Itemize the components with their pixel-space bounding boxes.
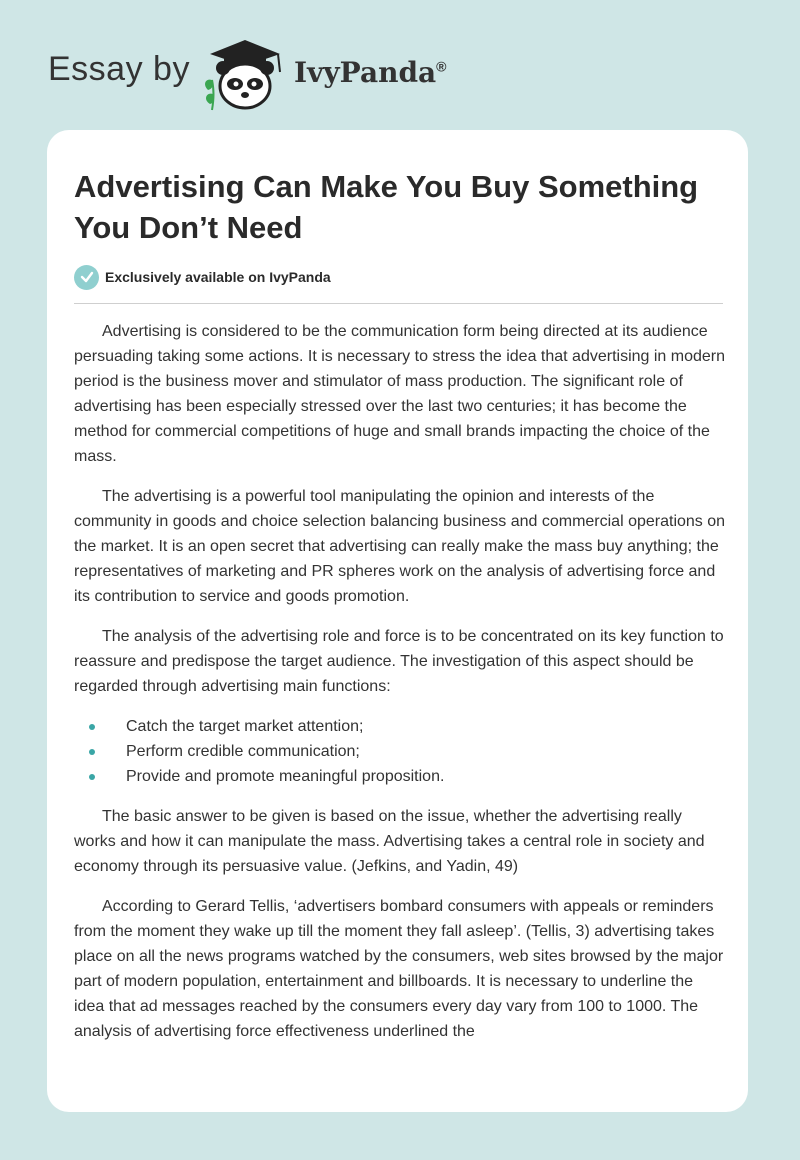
divider xyxy=(74,303,723,304)
bullet-icon xyxy=(89,749,95,755)
list-item-text: Catch the target market attention; xyxy=(126,718,364,735)
paragraph: The analysis of the advertising role and force is to be concentrated on its key function to reassure and predispose the target audience. The investigation of this aspect should be regarded through advertising main functions: xyxy=(74,628,724,695)
badge-label: Exclusively available on IvyPanda xyxy=(105,269,331,285)
list-item-text: Perform credible communication; xyxy=(126,743,360,760)
paragraph: According to Gerard Tellis, ‘advertisers bombard consumers with appeals or reminders from the moment they wake up till the moment they fall asleep’. (Tellis, 3) advertising takes place on all the news programs watched by the consumers, web sites browsed by the major part of modern population, entertainment and billboards. It is necessary to underline the idea that ad messages reached by the consumers every day vary from 100 to 1000. The analysis of advertising force effectiveness underlined the xyxy=(74,898,724,1040)
list-item-text: Provide and promote meaningful proposition. xyxy=(126,768,445,785)
panda-graduate-logo-icon[interactable] xyxy=(200,34,290,114)
list-item xyxy=(74,739,726,764)
paragraph: The basic answer to be given is based on the issue, whether the advertising really works and how it can manipulate the mass. Advertising takes a central role in society and economy through its persuasive value. (Jefkins, and Yadin, 49) xyxy=(74,808,705,875)
essay-card xyxy=(47,130,748,1112)
bullet-icon xyxy=(89,724,95,730)
page-title: Advertising Can Make You Buy Something You Don’t Need xyxy=(74,169,699,245)
registered-mark: ® xyxy=(436,58,447,75)
site-header xyxy=(0,0,800,130)
exclusive-badge xyxy=(74,264,331,290)
brand-text: IvyPanda xyxy=(294,56,437,89)
list-item xyxy=(74,714,726,739)
brand-name[interactable] xyxy=(294,56,447,89)
essay-body xyxy=(74,319,726,1059)
paragraph: The advertising is a powerful tool manipulating the opinion and interests of the community in goods and choice selection balancing business and commercial operations on the market. It is an open secret that advertising can really make the mass buy anything; the representatives of marketing and PR spheres work on the analysis of advertising force and its contribution to service and goods promotion. xyxy=(74,488,726,605)
paragraph: Advertising is considered to be the communication form being directed at its audience persuading taking some actions. It is necessary to stress the idea that advertising in modern period is the business mover and stimulator of mass production. The significant role of advertising has been especially stressed over the last two centuries; it has become the method for commercial competitions of huge and small brands impacting the choice of the mass. xyxy=(74,323,726,465)
list-item xyxy=(74,764,726,789)
functions-list xyxy=(74,714,726,789)
check-icon xyxy=(74,265,99,290)
essay-by-label: Essay by xyxy=(48,50,190,88)
bullet-icon xyxy=(89,774,95,780)
